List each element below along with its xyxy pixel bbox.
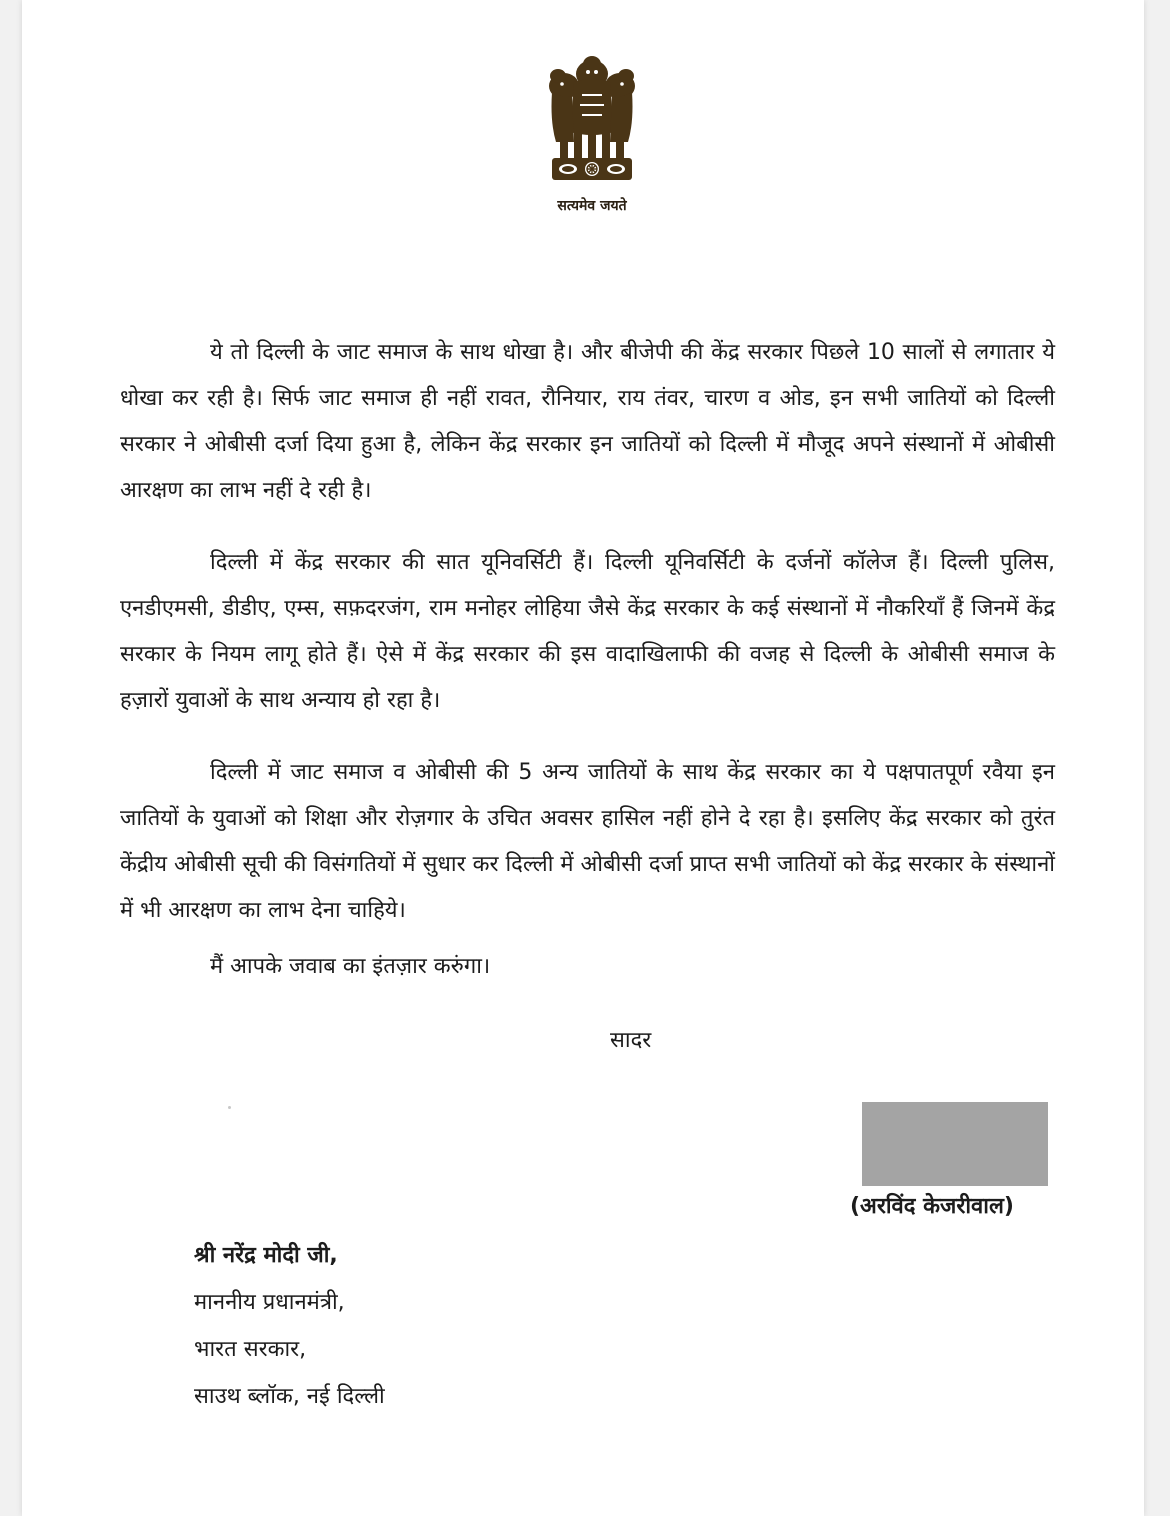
paper-speck	[228, 1106, 231, 1109]
addressee-address: साउथ ब्लॉक, नई दिल्ली	[194, 1384, 385, 1409]
emblem-motto: सत्यमेव जयते	[557, 198, 627, 214]
letter-page	[22, 0, 1144, 1516]
closing-line: मैं आपके जवाब का इंतज़ार करुंगा।	[210, 954, 491, 979]
addressee-designation: माननीय प्रधानमंत्री,	[194, 1290, 345, 1315]
salutation: सादर	[610, 1028, 652, 1053]
letter-body	[120, 330, 1055, 960]
addressee-name: श्री नरेंद्र मोदी जी,	[194, 1243, 338, 1268]
body-paragraph-1: ये तो दिल्ली के जाट समाज के साथ धोखा है। और बीजेपी की केंद्र सरकार पिछले 10 सालों से लगातार ये धोखा कर रही है। सिर्फ जाट समाज ही नहीं रावत, रौनियार, राय तंवर, चारण व ओड, इन सभी जातियों को दिल्ली सरकार ने ओबीसी दर्जा दिया हुआ है, लेकिन केंद्र सरकार इन जातियों को दिल्ली में मौजूद अपने संस्थानों में ओबीसी आरक्षण का लाभ नहीं दे रही है।	[120, 340, 1055, 503]
body-paragraph-3: दिल्ली में जाट समाज व ओबीसी की 5 अन्य जातियों के साथ केंद्र सरकार का ये पक्षपातपूर्ण रवैया इन जातियों के युवाओं को शिक्षा और रोज़गार के उचित अवसर हासिल नहीं होने दे रहा है। इसलिए केंद्र सरकार को तुरंत केंद्रीय ओबीसी सूची की विसंगतियों में सुधार कर दिल्ली में ओबीसी दर्जा प्राप्त सभी जातियों को केंद्र सरकार के संस्थानों में भी आरक्षण का लाभ देना चाहिये।	[120, 760, 1055, 923]
signer-name: (अरविंद केजरीवाल)	[850, 1194, 1014, 1219]
body-paragraph-2: दिल्ली में केंद्र सरकार की सात यूनिवर्सिटी हैं। दिल्ली यूनिवर्सिटी के दर्जनों कॉलेज हैं। दिल्ली पुलिस, एनडीएमसी, डीडीए, एम्स, सफ़दरजंग, राम मनोहर लोहिया जैसे केंद्र सरकार के कई संस्थानों में नौकरियाँ हैं जिनमें केंद्र सरकार के नियम लागू होते हैं। ऐसे में केंद्र सरकार की इस वादाखिलाफी की वजह से दिल्ली के ओबीसी समाज के हज़ारों युवाओं के साथ अन्याय हो रहा है।	[120, 550, 1055, 713]
ashoka-lion-emblem-icon	[544, 52, 640, 194]
redacted-signature	[862, 1102, 1048, 1186]
national-emblem	[522, 52, 662, 215]
addressee-block	[194, 1232, 385, 1420]
addressee-organization: भारत सरकार,	[194, 1337, 307, 1362]
